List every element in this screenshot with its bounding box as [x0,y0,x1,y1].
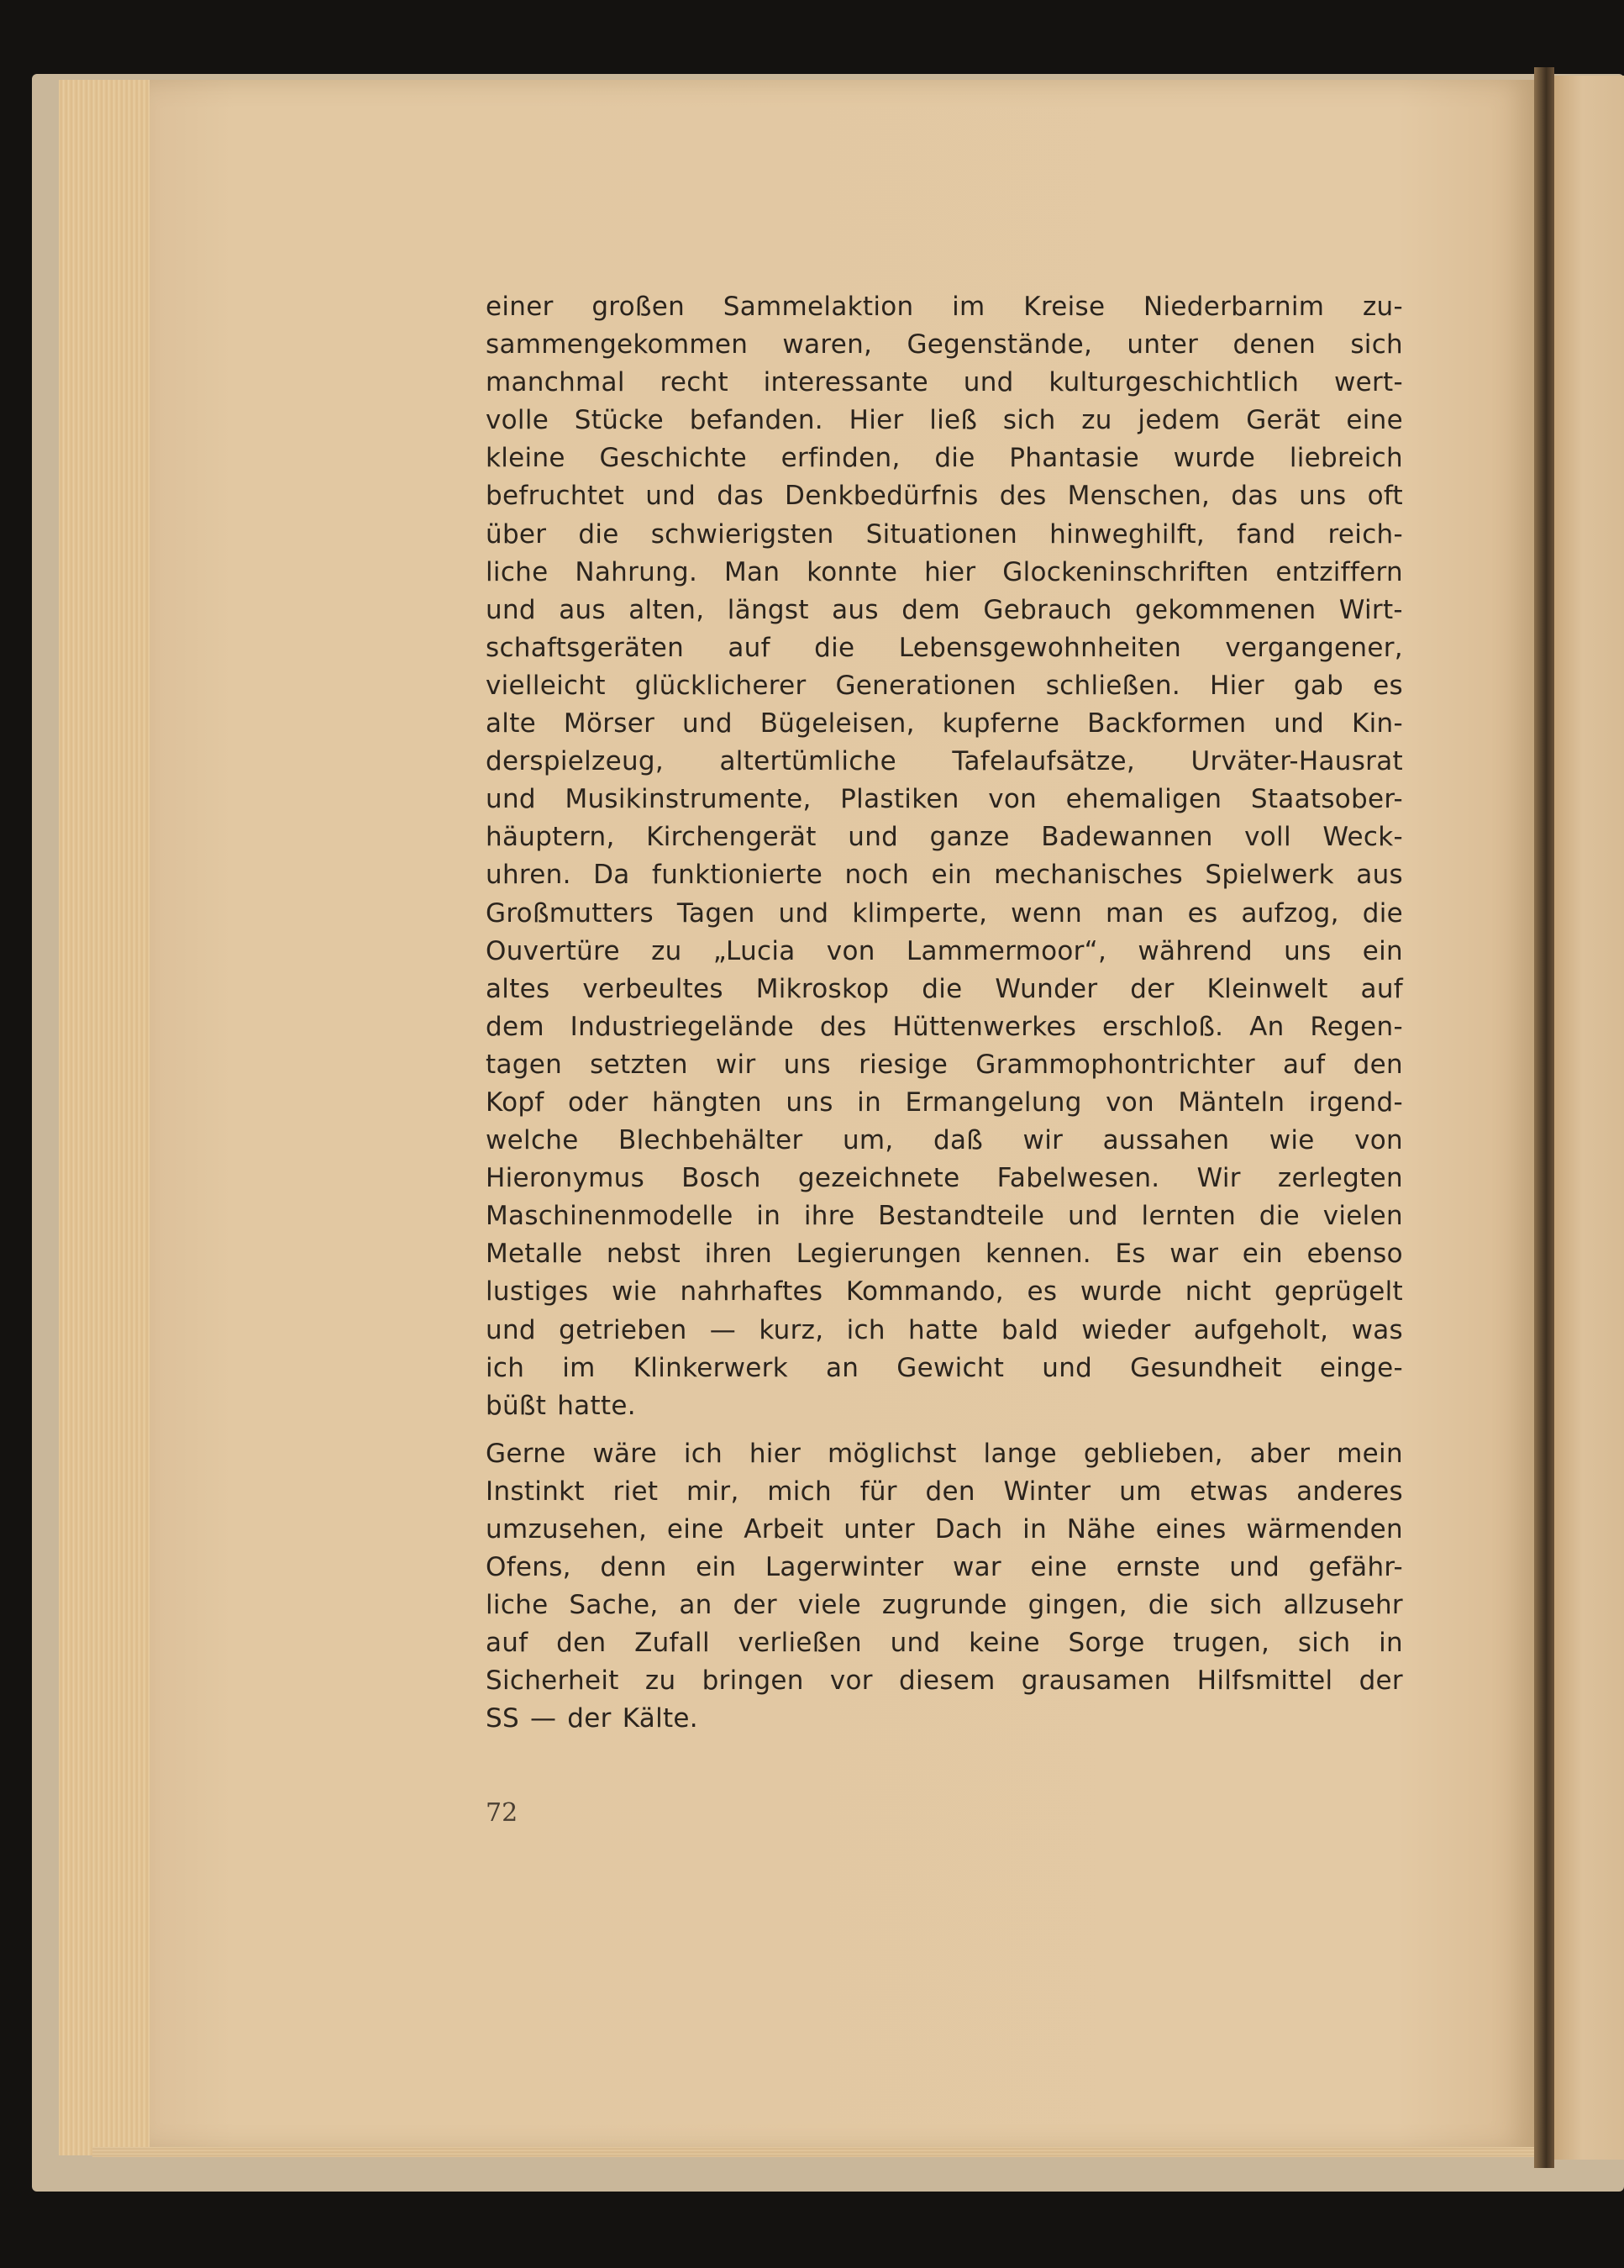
text-line: altes verbeultes Mikroskop die Wunder der Kleinwelt auf [486,973,1403,1004]
text-line: liche Sache, an der viele zugrunde gingen, die sich allzusehr [486,1590,1403,1621]
text-line: SS — der Kälte. [486,1703,698,1734]
text-line: büßt hatte. [486,1390,636,1421]
text-line: und getrieben — kurz, ich hatte bald wieder aufgeholt, was [486,1314,1403,1345]
text-line: alte Mörser und Bügeleisen, kupferne Backformen und Kin- [486,708,1403,739]
text-line: Instinkt riet mir, mich für den Winter um etwas anderes [486,1476,1403,1507]
text-line: und aus alten, längst aus dem Gebrauch gekommenen Wirt- [486,594,1403,625]
text-line: auf den Zufall verließen und keine Sorge trugen, sich in [486,1628,1403,1659]
text-line: Ouvertüre zu „Lucia von Lammermoor“, während uns ein [486,935,1403,966]
text-line: einer großen Sammelaktion im Kreise Niederbarnim zu- [486,292,1403,322]
text-line: häuptern, Kirchengerät und ganze Badewannen voll Weck- [486,822,1403,853]
text-line: derspielzeug, altertümliche Tafelaufsätze, Urväter-Hausrat [486,746,1403,777]
text-line: liche Nahrung. Man konnte hier Glockeninschriften entziffern [486,556,1403,587]
text-line: dem Industriegelände des Hüttenwerkes erschloß. An Regen- [486,1011,1403,1042]
text-line: manchmal recht interessante und kulturgeschichtlich wert- [486,367,1403,398]
text-line: Hieronymus Bosch gezeichnete Fabelwesen. Wir zerlegten [486,1163,1403,1194]
text-line: sammengekommen waren, Gegenstände, unter denen sich [486,329,1403,360]
text-line: welche Blechbehälter um, daß wir aussahen wie von [486,1125,1403,1156]
text-line: uhren. Da funktionierte noch ein mechanisches Spielwerk aus [486,860,1403,891]
paragraph [486,288,1403,1425]
text-line: lustiges wie nahrhaftes Kommando, es wurde nicht geprügelt [486,1276,1403,1308]
bottom-page-edges [92,2147,1546,2157]
text-line: befruchtet und das Denkbedürfnis des Menschen, das uns oft [486,481,1403,512]
text-line: tagen setzten wir uns riesige Grammophontrichter auf den [486,1049,1403,1080]
book-gutter [1534,67,1554,2168]
page-edges [59,80,160,2155]
text-line: über die schwierigsten Situationen hinweghilft, fand reich- [486,518,1403,550]
text-line: Maschinenmodelle in ihre Bestandteile und lernten die vielen [486,1201,1403,1232]
text-line: Kopf oder hängten uns in Ermangelung von Mänteln irgend- [486,1087,1403,1118]
paragraph [486,1435,1403,1739]
text-line: volle Stücke befanden. Hier ließ sich zu jedem Gerät eine [486,405,1403,436]
text-line: Metalle nebst ihren Legierungen kennen. Es war ein ebenso [486,1239,1403,1270]
text-line: kleine Geschichte erfinden, die Phantasie wurde liebreich [486,443,1403,474]
text-line: Großmutters Tagen und klimperte, wenn man es aufzog, die [486,897,1403,929]
text-line: Sicherheit zu bringen vor diesem grausamen Hilfsmittel der [486,1665,1403,1697]
facing-page-edge [1554,76,1624,2160]
text-line: vielleicht glücklicherer Generationen schließen. Hier gab es [486,670,1403,701]
paragraph-gap [486,1425,1403,1435]
text-line: Ofens, denn ein Lagerwinter war eine ernste und gefähr- [486,1552,1403,1583]
text-line: schaftsgeräten auf die Lebensgewohnheiten vergangener, [486,632,1403,663]
text-line: Gerne wäre ich hier möglichst lange geblieben, aber mein [486,1438,1403,1469]
text-line: ich im Klinkerwerk an Gewicht und Gesundheit einge- [486,1352,1403,1383]
page-number: 72 [486,1798,518,1828]
text-line: und Musikinstrumente, Plastiken von ehemaligen Staatsober- [486,784,1403,815]
body-text [486,288,1403,1739]
text-line: umzusehen, eine Arbeit unter Dach in Nähe eines wärmenden [486,1514,1403,1544]
